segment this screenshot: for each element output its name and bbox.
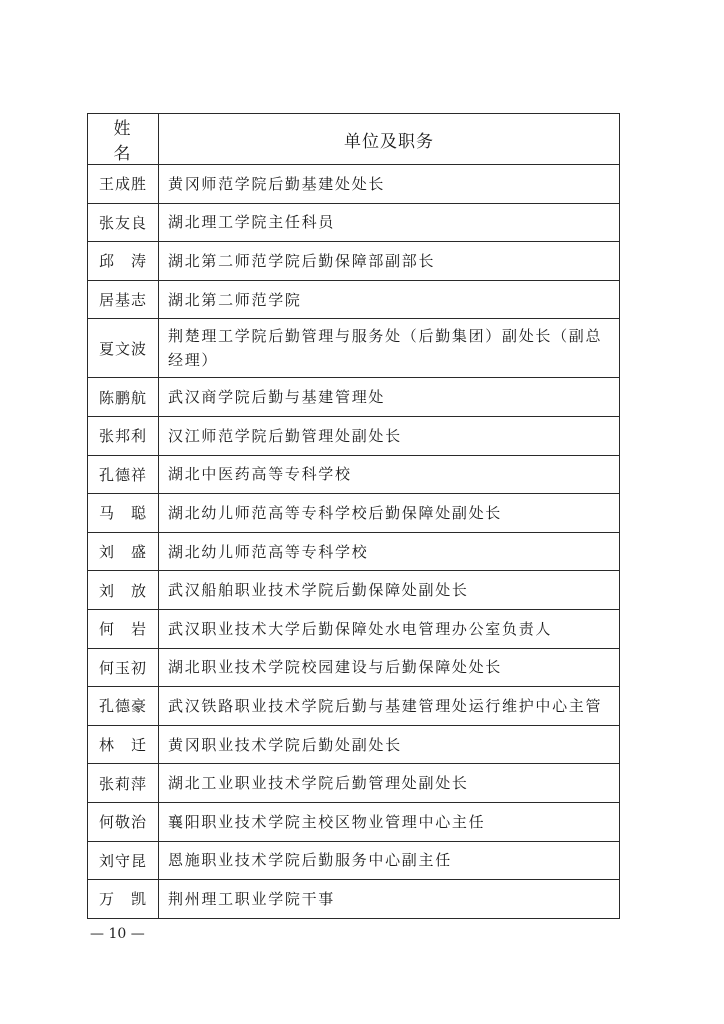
person-name: 居基志 (88, 280, 159, 319)
person-name: 刘守昆 (88, 841, 159, 880)
person-name: 马 聪 (88, 494, 159, 533)
table-row (88, 416, 620, 455)
person-role: 湖北幼儿师范高等专科学校后勤保障处副处长 (159, 494, 620, 533)
table-row (88, 280, 620, 319)
person-name: 何 岩 (88, 609, 159, 648)
person-name: 林 迁 (88, 725, 159, 764)
person-role: 荆州理工职业学院干事 (159, 880, 620, 919)
person-role: 荆楚理工学院后勤管理与服务处（后勤集团）副处长（副总经理） (159, 319, 620, 378)
table-header-row (88, 114, 620, 165)
person-name: 夏文波 (88, 319, 159, 378)
table-row (88, 532, 620, 571)
person-name: 王成胜 (88, 165, 159, 204)
table-row (88, 764, 620, 803)
header-name: 姓名 (88, 114, 159, 165)
person-role: 湖北理工学院主任科员 (159, 203, 620, 242)
person-name: 陈鹏航 (88, 378, 159, 417)
person-role: 武汉铁路职业技术学院后勤与基建管理处运行维护中心主管 (159, 687, 620, 726)
person-name: 张友良 (88, 203, 159, 242)
table-row (88, 571, 620, 610)
table-row (88, 609, 620, 648)
person-role: 武汉职业技术大学后勤保障处水电管理办公室负责人 (159, 609, 620, 648)
table-row (88, 687, 620, 726)
table-row (88, 880, 620, 919)
table-row (88, 494, 620, 533)
person-name: 张邦利 (88, 416, 159, 455)
table-row (88, 841, 620, 880)
table-row (88, 242, 620, 281)
person-name: 万 凯 (88, 880, 159, 919)
person-role: 恩施职业技术学院后勤服务中心副主任 (159, 841, 620, 880)
person-name: 何敬治 (88, 802, 159, 841)
person-role: 黄冈师范学院后勤基建处处长 (159, 165, 620, 204)
table-row (88, 725, 620, 764)
person-role: 武汉船舶职业技术学院后勤保障处副处长 (159, 571, 620, 610)
person-role: 湖北工业职业技术学院后勤管理处副处长 (159, 764, 620, 803)
person-name: 刘 盛 (88, 532, 159, 571)
header-role: 单位及职务 (159, 114, 620, 165)
table-row (88, 455, 620, 494)
person-name: 孔德祥 (88, 455, 159, 494)
person-role: 汉江师范学院后勤管理处副处长 (159, 416, 620, 455)
person-name: 刘 放 (88, 571, 159, 610)
person-role: 黄冈职业技术学院后勤处副处长 (159, 725, 620, 764)
person-role: 襄阳职业技术学院主校区物业管理中心主任 (159, 802, 620, 841)
person-name: 张莉萍 (88, 764, 159, 803)
person-role: 湖北第二师范学院后勤保障部副部长 (159, 242, 620, 281)
personnel-table (87, 113, 620, 919)
table-row (88, 648, 620, 687)
page-number: — 10 — (90, 926, 145, 942)
person-role: 武汉商学院后勤与基建管理处 (159, 378, 620, 417)
table-row (88, 203, 620, 242)
table-row (88, 378, 620, 417)
person-name: 邱 涛 (88, 242, 159, 281)
person-name: 孔德豪 (88, 687, 159, 726)
person-role: 湖北职业技术学院校园建设与后勤保障处处长 (159, 648, 620, 687)
person-role: 湖北幼儿师范高等专科学校 (159, 532, 620, 571)
table-row (88, 802, 620, 841)
person-role: 湖北第二师范学院 (159, 280, 620, 319)
person-name: 何玉初 (88, 648, 159, 687)
table-body (88, 165, 620, 919)
person-role: 湖北中医药高等专科学校 (159, 455, 620, 494)
table-row (88, 319, 620, 378)
table-row (88, 165, 620, 204)
